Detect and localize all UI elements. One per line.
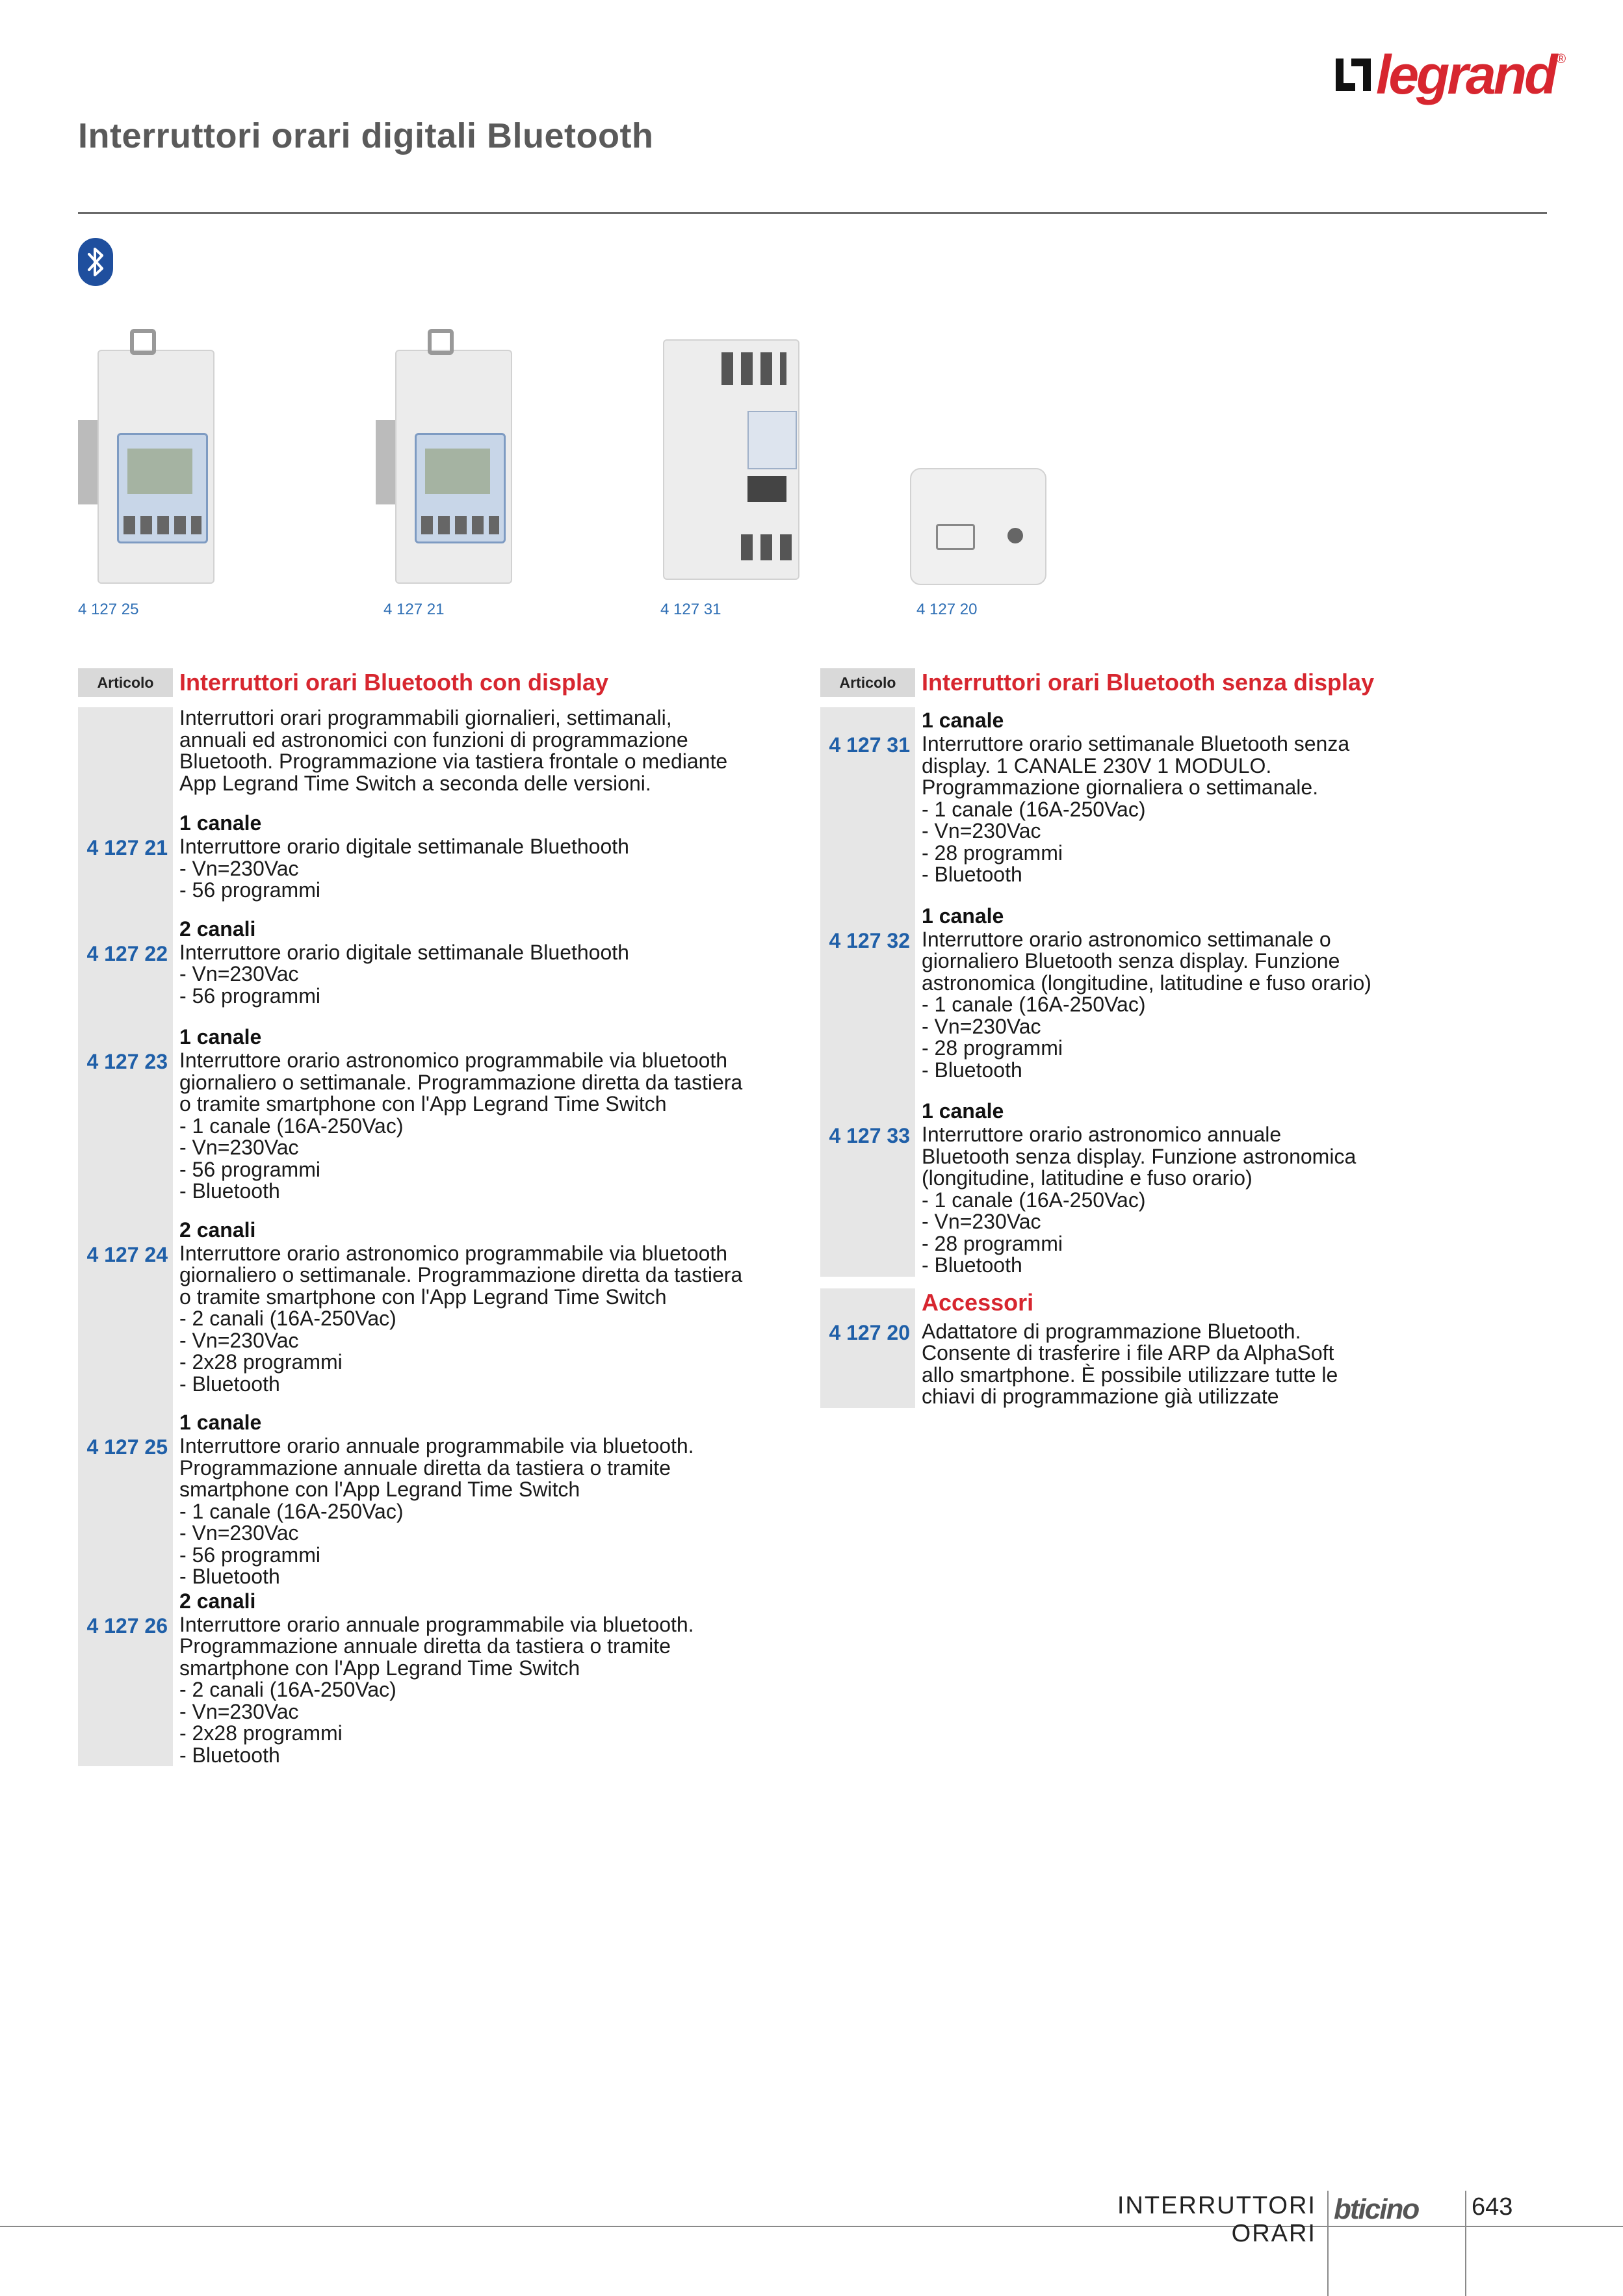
articolo-label: Articolo: [78, 668, 173, 697]
page-title: Interruttori orari digitali Bluetooth: [78, 116, 654, 155]
bluetooth-symbol-icon: [86, 245, 105, 279]
item-code: 4 127 23: [86, 1050, 168, 1073]
left-section: [78, 667, 786, 1766]
item-description: Interruttore orario annuale programmabile via bluetooth. Programmazione annuale diretta da tastiera o tramite smartphone con l'App Legrand Time Switch - 2 canali (16A-250Vac) - Vn=230Vac - 2x28 programmi - Bluetooth: [179, 1612, 694, 1767]
code-column: [78, 707, 173, 1766]
left-section-header: [78, 667, 786, 698]
list-item: [86, 1217, 786, 1396]
left-section-title: Interruttori orari Bluetooth con display: [179, 669, 609, 696]
product-code-label: 4 127 20: [916, 601, 978, 618]
list-item: [86, 916, 786, 1008]
product-code-label: 4 127 31: [660, 601, 721, 618]
item-subheading: 1 canale: [179, 1025, 262, 1049]
item-subheading: 1 canale: [922, 1099, 1004, 1123]
description-column: [829, 707, 1555, 1277]
brand-name: legrand: [1376, 44, 1555, 105]
item-code: 4 127 20: [829, 1320, 910, 1344]
bluetooth-icon: [78, 238, 113, 286]
item-code: 4 127 21: [86, 836, 168, 859]
item-subheading: 1 canale: [179, 1411, 262, 1434]
item-subheading: 1 canale: [922, 709, 1004, 732]
footer-separator: [1327, 2191, 1329, 2296]
list-item: [86, 1588, 786, 1767]
accessori-title: Accessori: [922, 1288, 1034, 1316]
item-subheading: 1 canale: [922, 904, 1004, 928]
footer-section-title: INTERRUTTORI ORARI: [1117, 2192, 1316, 2247]
brand-reg: ®: [1556, 52, 1566, 66]
item-code: 4 127 26: [86, 1613, 168, 1637]
item-subheading: 2 canali: [179, 917, 256, 941]
product-code-label: 4 127 21: [383, 601, 445, 618]
list-item: [829, 903, 1555, 1082]
item-description: Interruttore orario astronomico settimanale o giornaliero Bluetooth senza display. Funzione astronomica (longitudine, latitudine e fuso orario) - 1 canale (16A-250Vac) - Vn=230Vac - 28 programmi - Bluetooth: [922, 927, 1371, 1082]
left-table: [78, 707, 786, 1766]
item-description: Interruttore orario settimanale Bluetooth senza display. 1 CANALE 230V 1 MODULO. Programmazione giornaliera o settimanale. - 1 canale (16A-250Vac) - Vn=230Vac - 28 programmi - Bluetooth: [922, 732, 1350, 886]
articolo-label: Articolo: [820, 668, 915, 697]
item-code: 4 127 24: [86, 1242, 168, 1266]
item-description: Interruttore orario digitale settimanale Bluethooth - Vn=230Vac - 56 programmi: [179, 940, 629, 1008]
list-item: [86, 1409, 786, 1588]
description-column: [86, 706, 786, 1767]
product-image-412721: [376, 329, 525, 589]
item-description: Interruttore orario astronomico programmabile via bluetooth giornaliero o settimanale. Programmazione diretta da tastiera o tramite smartphone con l'App Legrand Time Switch - 2 canali (16A-250Vac) - Vn=230Vac - 2x28 programmi - Bluetooth: [179, 1241, 743, 1396]
list-item: [829, 1319, 1555, 1408]
item-subheading: 2 canali: [179, 1589, 256, 1613]
item-subheading: 2 canali: [179, 1218, 256, 1242]
item-subheading: 1 canale: [179, 811, 262, 835]
item-description: Interruttore orario annuale programmabile via bluetooth. Programmazione annuale diretta da tastiera o tramite smartphone con l'App Legrand Time Switch - 1 canale (16A-250Vac) - Vn=230Vac - 56 programmi - Bluetooth: [179, 1434, 694, 1588]
item-code: 4 127 33: [829, 1124, 910, 1147]
item-code: 4 127 22: [86, 941, 168, 965]
accessori-table: [820, 1288, 1555, 1408]
footer-divider: [0, 2226, 1623, 2227]
right-section-header: [820, 667, 1555, 698]
legrand-logo: [1336, 46, 1566, 104]
right-section-title: Interruttori orari Bluetooth senza display: [922, 669, 1375, 696]
right-table: [820, 707, 1555, 1277]
title-divider: [78, 212, 1547, 214]
item-description: Adattatore di programmazione Bluetooth. Consente di trasferire i file ARP da AlphaSoft allo smartphone. È possibile utilizzare tutte le chiavi di programmazione già utilizzate: [922, 1319, 1338, 1408]
item-code: 4 127 32: [829, 928, 910, 952]
item-description: Interruttore orario astronomico programmabile via bluetooth giornaliero o settimanale. Programmazione diretta da tastiera o tramite smartphone con l'App Legrand Time Switch - 1 canale (16A-250Vac) - Vn=230Vac - 56 programmi - Bluetooth: [179, 1049, 743, 1203]
legrand-mark-icon: [1336, 56, 1371, 94]
list-item: [86, 1024, 786, 1203]
section-intro: Interruttori orari programmabili giornalieri, settimanali, annuali ed astronomici con funzioni di programmazione Bluetooth. Programmazione via tastiera frontale o mediante App Legrand Time Switch a seconda delle versioni.: [179, 706, 728, 795]
bticino-logo: bticino: [1334, 2193, 1419, 2225]
product-image-412720: [910, 468, 1053, 592]
item-code: 4 127 31: [829, 733, 910, 757]
description-column: [829, 1288, 1555, 1408]
product-image-412731: [656, 339, 806, 586]
code-column: [820, 1288, 915, 1408]
page-number: 643: [1472, 2193, 1513, 2221]
product-image-412725: [78, 329, 227, 589]
right-section: [820, 667, 1555, 1408]
list-item: [86, 810, 786, 902]
item-description: Interruttore orario astronomico annuale Bluetooth senza display. Funzione astronomica (longitudine, latitudine e fuso orario) - 1 canale (16A-250Vac) - Vn=230Vac - 28 programmi - Bluetooth: [922, 1123, 1357, 1277]
footer-separator: [1465, 2191, 1466, 2296]
list-item: [829, 707, 1555, 886]
code-column: [820, 707, 915, 1277]
item-code: 4 127 25: [86, 1435, 168, 1459]
list-item: [829, 1098, 1555, 1277]
item-description: Interruttore orario digitale settimanale Bluethooth - Vn=230Vac - 56 programmi: [179, 835, 629, 902]
product-code-label: 4 127 25: [78, 601, 139, 618]
